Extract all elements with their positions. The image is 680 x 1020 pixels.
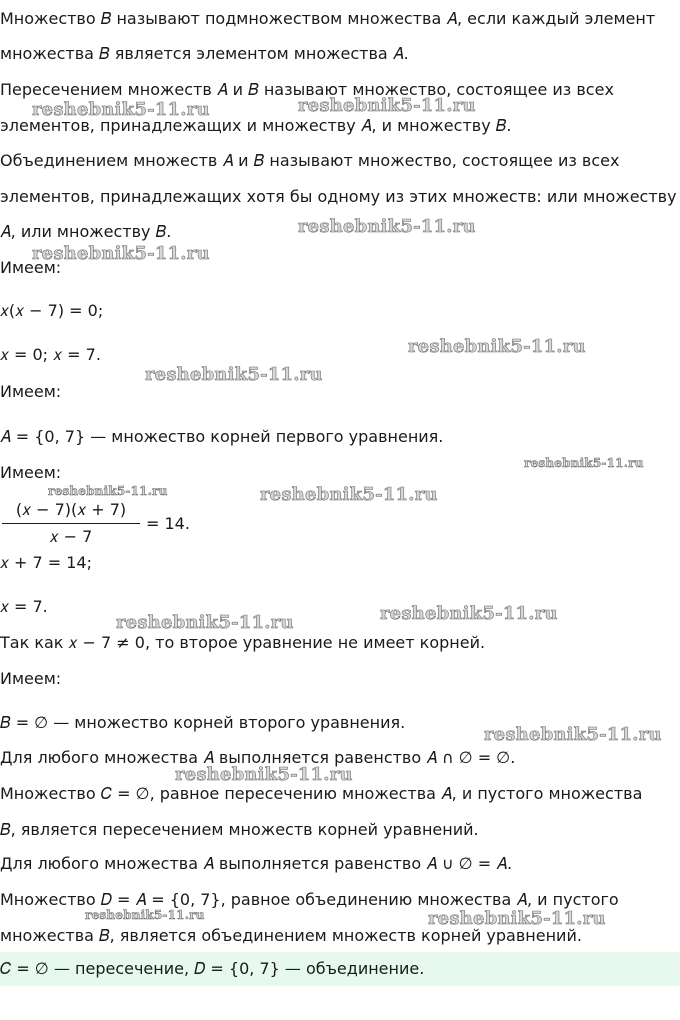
fraction-numerator: (𝑥 − 7)(𝑥 + 7) [15, 500, 127, 519]
watermark: reshebnik5-11.ru [380, 603, 558, 624]
watermark: reshebnik5-11.ru [260, 484, 438, 505]
set-b-statement: 𝐵 = ∅ — множество корней второго уравнения. [0, 713, 406, 732]
definition-intersection-line-2: элементов, принадлежащих и множеству 𝐴, и множеству 𝐵. [0, 116, 512, 135]
equation-1: 𝑥(𝑥 − 7) = 0; [0, 301, 104, 320]
equation-2: 𝑥 + 7 = 14; [0, 553, 92, 572]
set-c-line-1: Множество 𝐶 = ∅, равное пересечению множества 𝐴, и пустого множества [0, 784, 643, 803]
definition-intersection-line-1: Пересечением множеств 𝐴 и 𝐵 называют множество, состоящее из всех [0, 80, 614, 99]
definition-subset-line-2: множества 𝐵 является элементом множества 𝐴. [0, 44, 409, 63]
watermark: reshebnik5-11.ru [298, 216, 476, 237]
solution-1: 𝑥 = 0; 𝑥 = 7. [0, 345, 101, 364]
watermark: reshebnik5-11.ru [145, 364, 323, 385]
set-d-line-1: Множество 𝐷 = 𝐴 = {0, 7}, равное объединению множества 𝐴, и пустого [0, 890, 619, 909]
watermark: reshebnik5-11.ru [298, 95, 476, 116]
watermark: reshebnik5-11.ru [116, 612, 294, 633]
union-property: Для любого множества 𝐴 выполняется равенство 𝐴 ∪ ∅ = 𝐴. [0, 854, 513, 873]
answer-box [0, 952, 680, 986]
watermark: reshebnik5-11.ru [48, 484, 168, 498]
set-c-line-2: 𝐵, является пересечением множеств корней уравнений. [0, 820, 479, 839]
watermark: reshebnik5-11.ru [85, 908, 205, 922]
watermark: reshebnik5-11.ru [32, 243, 210, 264]
answer-text: 𝐶 = ∅ — пересечение, 𝐷 = {0, 7} — объединение. [0, 959, 425, 978]
watermark: reshebnik5-11.ru [175, 764, 353, 785]
have-label-3: Имеем: [0, 463, 62, 482]
solution-2: 𝑥 = 7. [0, 597, 48, 616]
watermark: reshebnik5-11.ru [484, 724, 662, 745]
have-label-4: Имеем: [0, 669, 62, 688]
set-d-line-2: множества 𝐵, является объединением множеств корней уравнений. [0, 926, 582, 945]
definition-subset-line-1: Множество 𝐵 называют подмножеством множества 𝐴, если каждый элемент [0, 9, 656, 28]
watermark: reshebnik5-11.ru [32, 99, 210, 120]
definition-union-line-2: элементов, принадлежащих хотя бы одному из этих множеств: или множеству [0, 187, 677, 206]
fraction-equation [2, 498, 140, 549]
watermark: reshebnik5-11.ru [408, 336, 586, 357]
fraction-denominator: 𝑥 − 7 [49, 527, 93, 546]
fraction-bar [2, 523, 140, 524]
definition-union-line-3: 𝐴, или множеству 𝐵. [0, 222, 172, 241]
definition-union-line-1: Объединением множеств 𝐴 и 𝐵 называют множество, состоящее из всех [0, 151, 620, 170]
condition-statement: Так как 𝑥 − 7 ≠ 0, то второе уравнение не имеет корней. [0, 633, 486, 652]
fraction-rhs: = 14. [146, 514, 190, 533]
set-a-statement: 𝐴 = {0, 7} — множество корней первого уравнения. [0, 427, 444, 446]
watermark: reshebnik5-11.ru [428, 908, 606, 929]
have-label-1: Имеем: [0, 258, 62, 277]
intersection-property: Для любого множества 𝐴 выполняется равенство 𝐴 ∩ ∅ = ∅. [0, 748, 516, 767]
have-label-2: Имеем: [0, 382, 62, 401]
watermark: reshebnik5-11.ru [524, 456, 644, 470]
